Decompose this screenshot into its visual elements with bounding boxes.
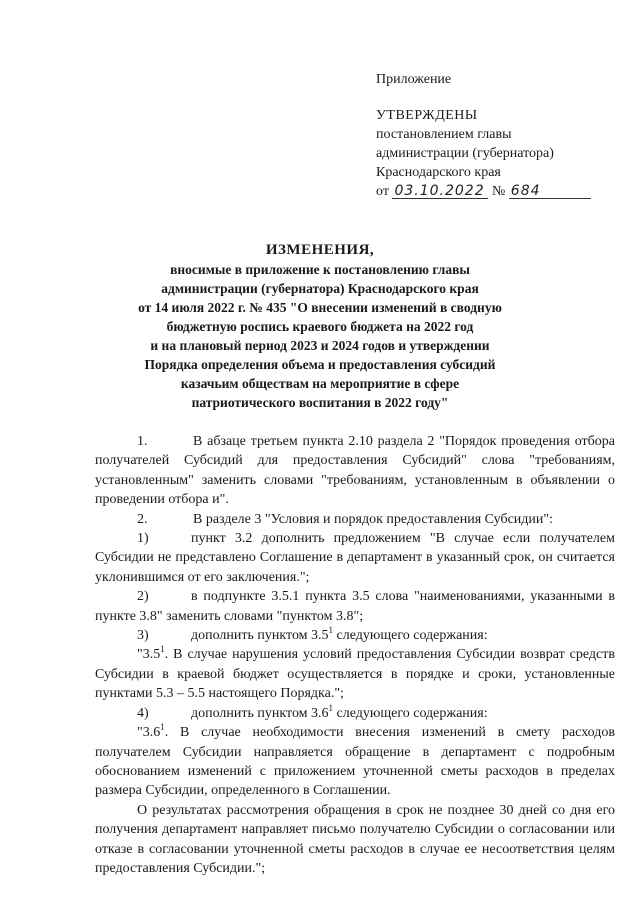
- title-line: вносимые в приложение к постановлению главы: [170, 262, 470, 277]
- paragraph-number: 2.: [137, 511, 148, 527]
- handwritten-date: 03.10.2022: [392, 184, 488, 199]
- subparagraph-4: [95, 704, 615, 723]
- paragraph-text: В разделе 3 "Условия и порядок предоставления Субсидии":: [193, 511, 554, 527]
- quoted-clause-3-6-1: [95, 723, 615, 801]
- subparagraph-number: 3): [137, 628, 149, 644]
- clause-text: . В случае необходимости внесения изменений в смету расходов получателем Субсидии направляется обращение в департамент с подробным обоснованием изменений с приложением уточненной сметы расходов в пределах размера Субсидии, определенного в Соглашении.: [95, 725, 615, 799]
- approval-block: [376, 106, 591, 201]
- superscript: 1: [328, 702, 334, 713]
- from-label: от: [376, 184, 389, 199]
- approved-heading: УТВЕРЖДЕНЫ: [376, 108, 478, 123]
- title-heading: ИЗМЕНЕНИЯ,: [265, 242, 375, 258]
- paragraph-number: 1.: [137, 434, 148, 449]
- subparagraph-2: [95, 587, 615, 626]
- approval-date-line: [376, 182, 591, 201]
- title-line: бюджетную роспись краевого бюджета на 2022 год: [166, 319, 474, 334]
- superscript: 1: [160, 722, 165, 733]
- paragraph-2: [95, 510, 615, 529]
- document-title: [80, 240, 560, 412]
- quoted-clause-3-5-1: [95, 645, 615, 703]
- document-body: [95, 432, 615, 878]
- title-line: Порядка определения объема и предоставления субсидий: [144, 357, 496, 372]
- subparagraph-text: пункт 3.2 дополнить предложением "В случае если получателем Субсидии не представлено Соглашение в департамент в указанный срок, он считается уклонившимся от его заключения.";: [95, 531, 615, 585]
- appendix-label: Приложение: [376, 72, 452, 87]
- approved-line: администрации (губернатора): [376, 146, 554, 161]
- approved-line: Краснодарского края: [376, 165, 501, 180]
- subparagraph-text: дополнить пунктом 3.5: [191, 628, 329, 644]
- handwritten-number: 684: [509, 184, 591, 199]
- subparagraph-text: в подпункте 3.5.1 пункта 3.5 слова "наименованиями, указанными в пункте 3.8" заменить словами "пунктом 3.8";: [95, 589, 615, 624]
- subparagraph-number: 2): [137, 589, 149, 605]
- clause-number: "3.6: [137, 725, 161, 741]
- subparagraph-text: дополнить пунктом 3.6: [191, 705, 329, 721]
- title-line: казачьим обществам на мероприятие в сфере: [180, 376, 460, 391]
- subparagraph-text: следующего содержания:: [333, 705, 488, 721]
- title-line: патриотического воспитания в 2022 году": [191, 395, 449, 410]
- number-sign: №: [491, 184, 506, 199]
- subparagraph-1: [95, 529, 615, 587]
- quoted-clause-continuation: О результатах рассмотрения обращения в срок не позднее 30 дней со дня его получения департамент направляет письмо получателю Субсидии о согласовании или отказе в согласовании уточненной сметы расходов в случае ее несоответствия целям предоставления Субсидии.";: [95, 802, 615, 876]
- superscript: 1: [328, 625, 334, 636]
- paragraph-1: [95, 432, 615, 510]
- clause-number: "3.5: [137, 647, 161, 663]
- superscript: 1: [160, 644, 165, 655]
- paragraph-text: В абзаце третьем пункта 2.10 раздела 2 "Порядок проведения отбора получателей Субсидий для предоставления Субсидий" слова "требованиям, установленным" заменить словами "требованиям, установленным в объявлении о проведении отбора и".: [95, 434, 615, 508]
- title-line: и на плановый период 2023 и 2024 годов и утверждении: [150, 338, 490, 353]
- clause-text: . В случае нарушения условий предоставления Субсидии возврат средств Субсидии в краевой бюджет осуществляется в порядке и сроки, установленные пунктами 5.3 – 5.5 настоящего Порядка.";: [95, 647, 615, 702]
- title-line: от 14 июля 2022 г. № 435 "О внесении изменений в сводную: [138, 300, 502, 315]
- subparagraph-number: 1): [137, 531, 149, 547]
- subparagraph-number: 4): [137, 705, 149, 721]
- title-line: администрации (губернатора) Краснодарского края: [161, 281, 479, 296]
- approved-line: постановлением главы: [376, 127, 512, 142]
- subparagraph-text: следующего содержания:: [333, 628, 488, 644]
- subparagraph-3: [95, 626, 615, 645]
